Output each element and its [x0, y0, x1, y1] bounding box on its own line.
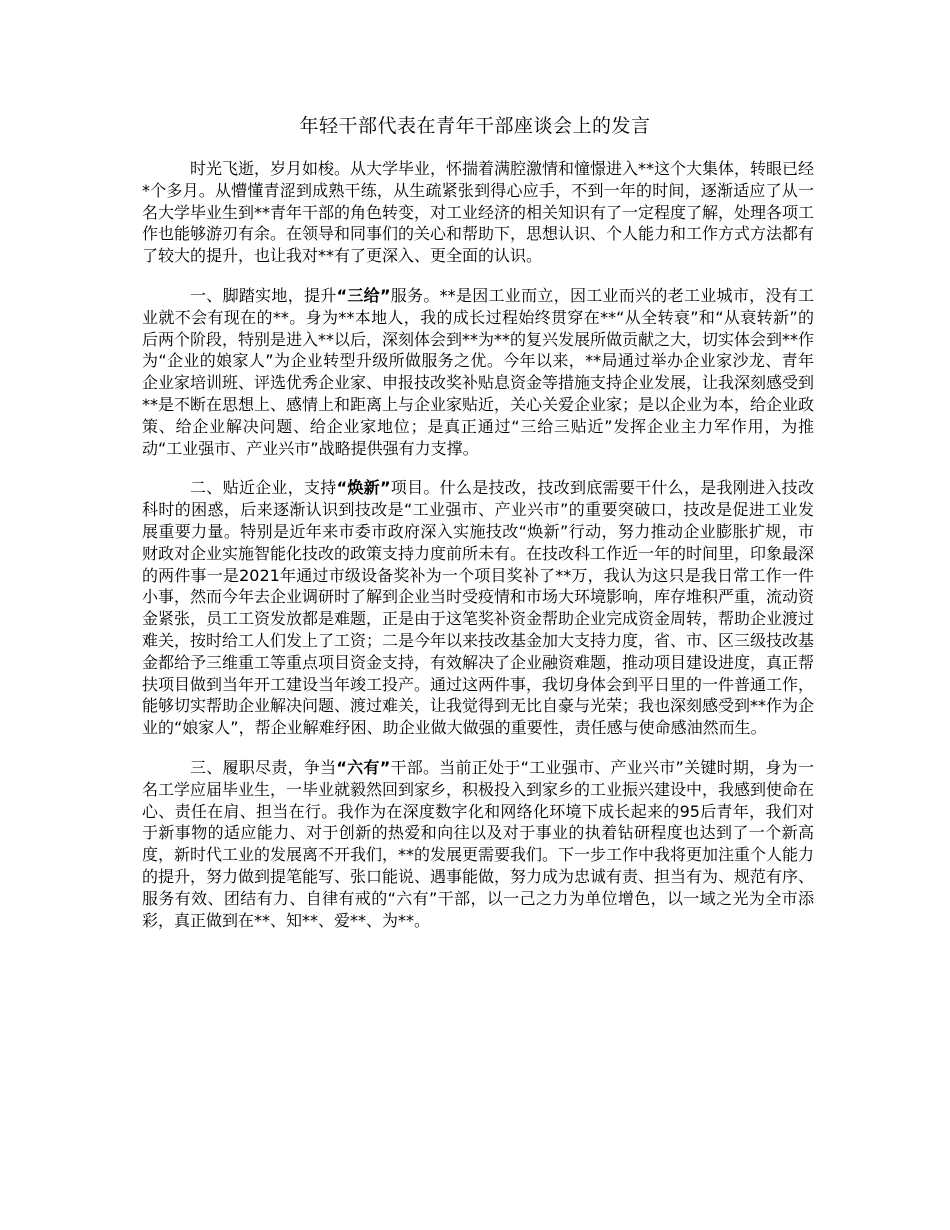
section-body-2: 什么是技改，技改到底需要干什么，是我刚进入技改科时的困惑，后来逐渐认识到技改是“工业强市、产业兴市”的重要突破口，技改是促进工业发展重要力量。特别是近年来市委市政府深入实施技改“焕新”行动，努力推动企业膨胀扩规，市财政对企业实施智能化技改的政策支持力度前所未有。在技改科工作近一年的时间里，印象最深的两件事一是2021年通过市级设备奖补为一个项目奖补了**万，我认为这只是我日常工作一件小事，然而今年去企业调研时了解到企业当时受疫情和市场大环境影响，库存堆积严重，流动资金紧张，员工工资发放都是难题，正是由于这笔奖补资金帮助企业完成资金周转，帮助企业渡过难关，按时给工人们发上了工资；二是今年以来技改基金加大支持力度，省、市、区三级技改基金都给予三维重工等重点项目资金支持，有效解决了企业融资难题，推动项目建设进度，真正帮扶项目做到当年开工建设当年竣工投产。通过这两件事，我切身体会到平日里的一件普通工作，能够切实帮助企业解决问题、渡过难关，让我觉得到无比自豪与光荣；我也深刻感受到**作为企业的“娘家人”，帮企业解难纾困、助企业做大做强的重要性，责任感与使命感油然而生。	[142, 478, 815, 738]
section-heading-2: 二、贴近企业，支持	[190, 478, 337, 498]
section-heading-1-end: 服务。	[390, 285, 440, 305]
section-body-3: 当前正处于“工业强市、产业兴市”关键时期，身为一名工学应届毕业生，一毕业就毅然回到家乡，积极投入到家乡的工业振兴建设中，我感到使命在心、责任在肩、担当在行。我作为在深度数字化和网络化环境下成长起来的95后青年，我们对于新事物的适应能力、对于创新的热爱和向往以及对于事业的执着钻研程度也达到了一个新高度，新时代工业的发展离不开我们，**的发展更需要我们。下一步工作中我将更加注重个人能力的提升，努力做到提笔能写、张口能说、遇事能做，努力成为忠诚有责、担当有为、规范有序、服务有效、团结有力、自律有戒的“六有”干部，以一己之力为单位增色，以一域之光为全市添彩，真正做到在**、知**、爱**、为**。	[142, 757, 815, 930]
section-heading-3-quoted: “六有”	[336, 757, 391, 777]
document-body	[142, 158, 814, 949]
section-heading-2-end: 项目。	[390, 478, 440, 498]
section-paragraph-3	[142, 757, 814, 931]
section-body-1: **是因工业而立，因工业而兴的老工业城市，没有工业就不会有现在的**。身为**本地人，我的成长过程始终贯穿在**“从全转衰”和“从衰转新”的后两个阶段，特别是进入**以后，深刻体会到**为**的复兴发展所做贡献之大，切实体会到**作为“企业的娘家人”为企业转型升级所做服务之优。今年以来，**局通过举办企业家沙龙、青年企业家培训班、评选优秀企业家、申报技改奖补贴息资金等措施支持企业发展，让我深刻感受到**是不断在思想上、感情上和距离上与企业家贴近，关心关爱企业家；是以企业为本，给企业政策、给企业解决问题、给企业家地位；是真正通过“三给三贴近”发挥企业主力军作用，为推动“工业强市、产业兴市”战略提供强有力支撑。	[142, 285, 815, 458]
section-paragraph-2	[142, 477, 814, 739]
section-heading-1: 一、脚踏实地，提升	[190, 285, 337, 305]
section-heading-3-end: 干部。	[390, 757, 440, 777]
intro-paragraph: 时光飞逝，岁月如梭。从大学毕业，怀揣着满腔激情和憧憬进入**这个大集体，转眼已经*个多月。从懵懂青涩到成熟干练，从生疏紧张到得心应手，不到一年的时间，逐渐适应了从一名大学毕业生到**青年干部的角色转变，对工业经济的相关知识有了一定程度了解，处理各项工作也能够游刃有余。在领导和同事们的关心和帮助下，思想认识、个人能力和工作方式方法都有了较大的提升，也让我对**有了更深入、更全面的认识。	[142, 159, 815, 266]
section-heading-3: 三、履职尽责，争当	[190, 757, 337, 777]
section-paragraph-1	[142, 285, 814, 459]
section-heading-2-quoted: “焕新”	[336, 478, 391, 498]
document-title: 年轻干部代表在青年干部座谈会上的发言	[299, 115, 651, 137]
section-heading-1-quoted: “三给”	[336, 285, 391, 305]
